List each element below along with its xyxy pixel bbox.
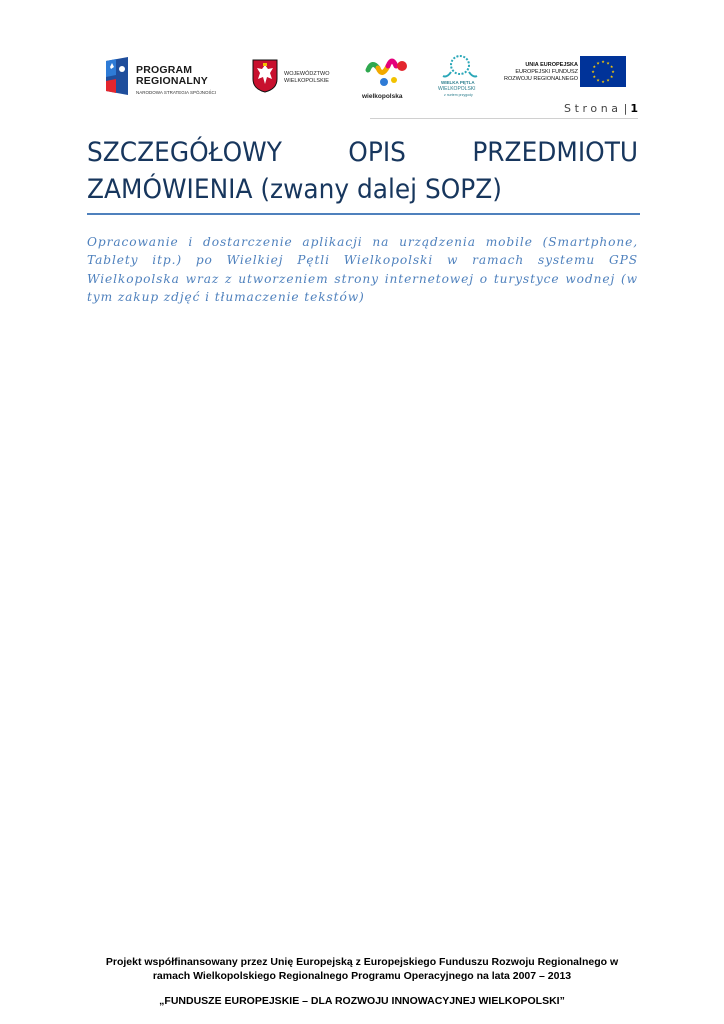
svg-text:★: ★ xyxy=(591,69,595,74)
header-divider xyxy=(370,118,638,119)
wielka-petla-line1: WIELKA PĘTLA xyxy=(441,80,475,85)
document-subtitle: Opracowanie i dostarczenie aplikacji na urządzenia mobile (Smartphone, Tablety itp.) po Wielkiej Pętli Wielkopolski w ramach systemu GPS Wielkopolska wraz z utworzeniem strony internetowej o turystyce wodnej (w tym zakup zdjęć i tłumaczenie tekstów) xyxy=(87,235,638,305)
svg-text:★: ★ xyxy=(611,69,615,74)
svg-text:★: ★ xyxy=(606,77,610,83)
svg-text:★: ★ xyxy=(596,60,600,66)
footer-slogan: „FUNDUSZE EUROPEJSKIE – DLA ROZWOJU INNOWACYJNEJ WIELKOPOLSKI” xyxy=(159,995,565,1007)
svg-text:★: ★ xyxy=(592,74,597,79)
svg-text:★: ★ xyxy=(609,63,614,69)
title-word: SZCZEGÓŁOWY xyxy=(87,137,282,168)
program-regionalny-line2: REGIONALNY xyxy=(136,75,209,87)
wojewodztwo-line1: WOJEWÓDZTWO xyxy=(284,71,330,77)
svg-text:★: ★ xyxy=(606,60,610,66)
wojewodztwo-line2: WIELKOPOLSKIE xyxy=(284,78,329,84)
ue-line1: UNIA EUROPEJSKA xyxy=(525,62,578,68)
title-word: OPIS xyxy=(348,137,406,168)
ue-line3: ROZWOJU REGIONALNEGO xyxy=(504,76,578,82)
page-footer xyxy=(60,955,664,1007)
program-regionalny-line1: PROGRAM xyxy=(136,64,193,76)
title-line-2: ZAMÓWIENIA (zwany dalej SOPZ) xyxy=(87,174,502,205)
document-title xyxy=(87,134,638,208)
svg-text:★: ★ xyxy=(592,63,597,69)
wojewodztwo-logo xyxy=(252,59,342,95)
footer-cofinancing-line2: ramach Wielkopolskiego Regionalnego Programu Operacyjnego na lata 2007 – 2013 xyxy=(152,970,572,982)
svg-text:★: ★ xyxy=(601,79,605,84)
wielka-petla-logo xyxy=(435,52,485,102)
page-separator: | xyxy=(623,102,628,115)
header-logos xyxy=(90,50,635,102)
unia-europejska-logo xyxy=(494,55,636,91)
ue-line2: EUROPEJSKI FUNDUSZ xyxy=(515,69,578,75)
wielkopolska-logo xyxy=(360,52,416,102)
program-regionalny-logo xyxy=(102,55,242,99)
page-number-indicator xyxy=(564,102,638,115)
page-number: 1 xyxy=(630,102,638,115)
page-label: Strona xyxy=(564,102,622,115)
svg-text:★: ★ xyxy=(596,77,600,83)
eagle-crest-icon xyxy=(252,59,278,93)
svg-text:★: ★ xyxy=(609,74,614,79)
title-word: PRZEDMIOTU xyxy=(472,137,639,168)
title-underline xyxy=(87,213,640,215)
footer-cofinancing-line1: Projekt współfinansowany przez Unię Europejską z Europejskiego Funduszu Rozwoju Regionalnego w xyxy=(105,956,619,968)
knot-loop-icon xyxy=(435,52,485,80)
wielkopolska-mark-icon xyxy=(360,52,416,92)
title-line-1 xyxy=(87,134,638,171)
wielka-petla-line2: WIELKOPOLSKI xyxy=(438,86,476,92)
eu-flag-icon xyxy=(580,56,626,87)
program-regionalny-mark-icon xyxy=(102,55,132,97)
svg-text:★: ★ xyxy=(601,59,605,64)
program-regionalny-line3: NARODOWA STRATEGIA SPÓJNOŚCI xyxy=(136,90,217,95)
wielkopolska-text: wielkopolska xyxy=(362,93,403,100)
wielka-petla-line3: z nurtem przygody xyxy=(444,93,473,97)
